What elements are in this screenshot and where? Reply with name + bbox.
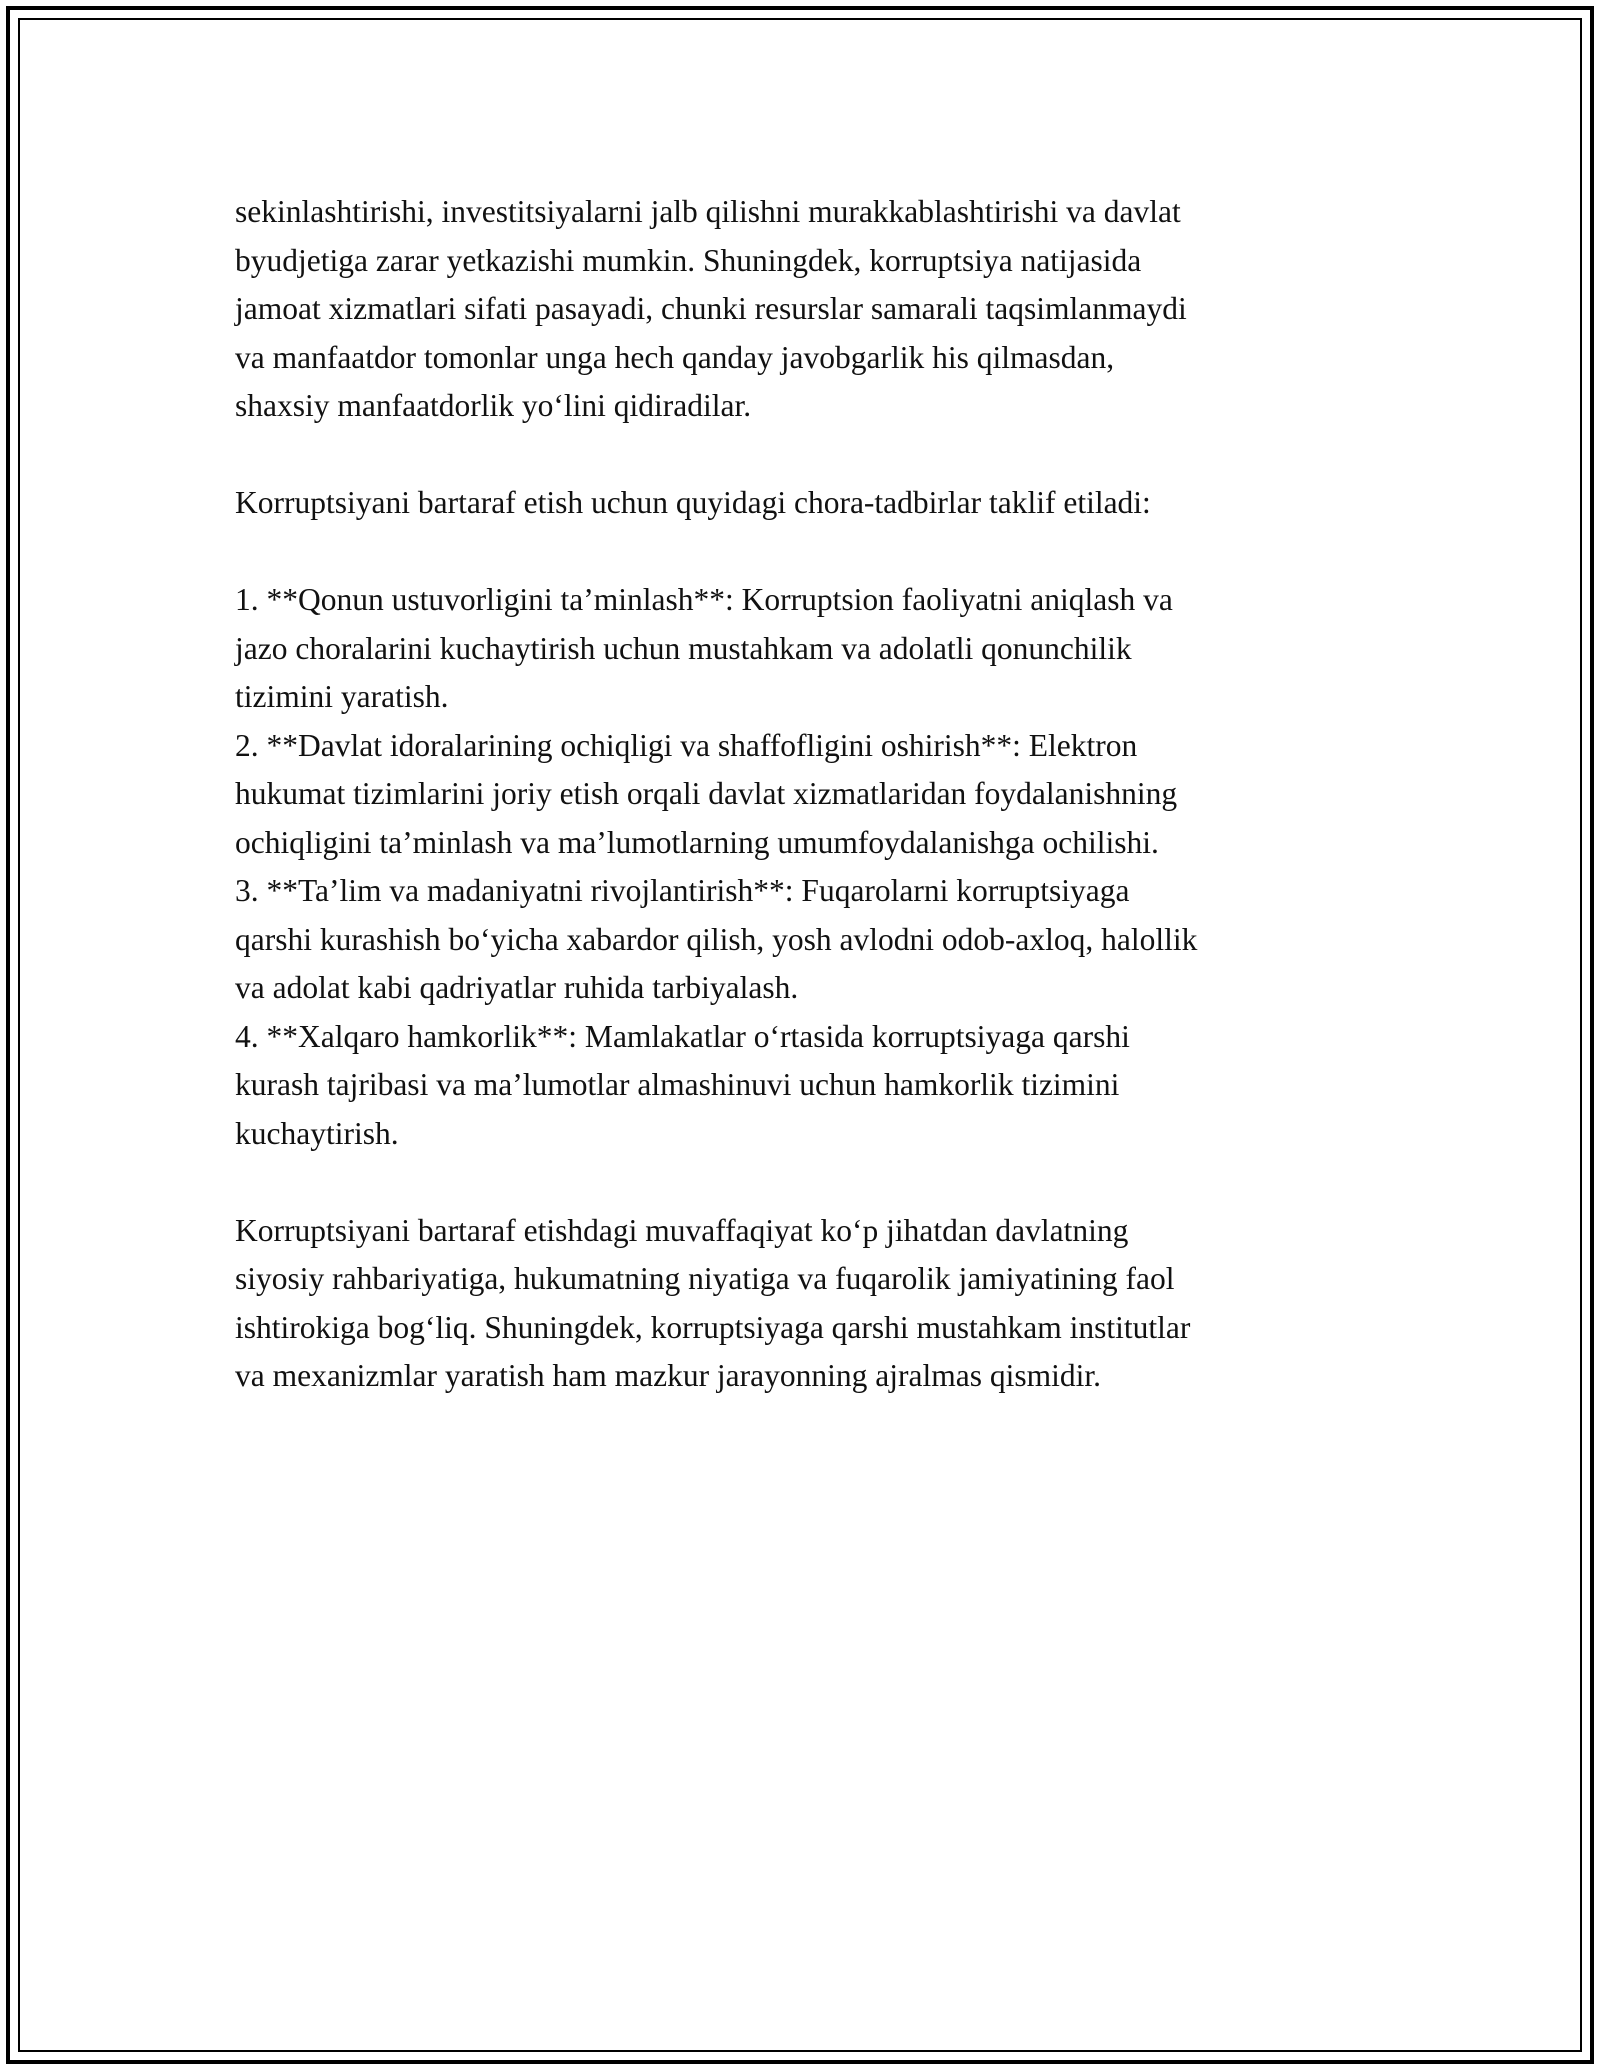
list-item-line: 4. **Xalqaro hamkorlik**: Mamlakatlar o‘rtasida korruptsiyaga qarshi — [235, 1018, 1130, 1054]
list-item-line: jazo choralarini kuchaytirish uchun mustahkam va adolatli qonunchilik — [235, 630, 1132, 666]
text-line: sekinlashtirishi, investitsiyalarni jalb qilishni murakkablashtirishi va davlat — [235, 194, 1181, 229]
list-item-line: 1. **Qonun ustuvorligini ta’minlash**: Korruptsion faoliyatni aniqlash va — [235, 582, 1173, 617]
list-item-line: va adolat kabi qadriyatlar ruhida tarbiyalash. — [235, 970, 799, 1005]
paragraph-measures-intro — [235, 479, 1375, 528]
list-item-line: 2. **Davlat idoralarining ochiqligi va shaffofligini oshirish**: Elektron — [235, 727, 1138, 763]
text-line: Korruptsiyani bartaraf etish uchun quyidagi chora-tadbirlar taklif etiladi: — [235, 485, 1151, 520]
text-line: va mexanizmlar yaratish ham mazkur jarayonning ajralmas qismidir. — [235, 1358, 1101, 1393]
text-line: jamoat xizmatlari sifati pasayadi, chunki resurslar samarali taqsimlanmaydi — [235, 291, 1187, 326]
list-item-line: qarshi kurashish bo‘yicha xabardor qilish, yosh avlodni odob-axloq, halollik — [235, 921, 1198, 957]
text-line: byudjetiga zarar yetkazishi mumkin. Shuningdek, korruptsiya natijasida — [235, 242, 1142, 278]
list-item-line: 3. **Ta’lim va madaniyatni rivojlantirish**: Fuqarolarni korruptsiyaga — [235, 873, 1130, 908]
paragraph-spacer — [235, 528, 1375, 577]
list-item-line: ochiqligini ta’minlash va ma’lumotlarning umumfoydalanishga ochilishi. — [235, 824, 1159, 860]
paragraph-economic-impact — [235, 188, 1375, 431]
paragraph-spacer — [235, 431, 1375, 480]
text-line: Korruptsiyani bartaraf etishdagi muvaffaqiyat ko‘p jihatdan davlatning — [235, 1212, 1129, 1248]
text-line: ishtirokiga bog‘liq. Shuningdek, korruptsiyaga qarshi mustahkam institutlar — [235, 1309, 1191, 1345]
text-line: shaxsiy manfaatdorlik yo‘lini qidiradilar. — [235, 388, 752, 423]
list-item-line: hukumat tizimlarini joriy etish orqali davlat xizmatlaridan foydalanishning — [235, 776, 1178, 811]
list-item-line: tizimini yaratish. — [235, 679, 449, 714]
document-body — [235, 188, 1375, 1401]
paragraph-spacer — [235, 1158, 1375, 1207]
text-line: va manfaatdor tomonlar unga hech qanday javobgarlik his qilmasdan, — [235, 339, 1115, 375]
text-line: siyosiy rahbariyatiga, hukumatning niyatiga va fuqarolik jamiyatining faol — [235, 1261, 1175, 1296]
list-item-line: kuchaytirish. — [235, 1115, 399, 1151]
numbered-list-measures — [235, 576, 1375, 1158]
paragraph-conclusion — [235, 1207, 1375, 1401]
list-item-line: kurash tajribasi va ma’lumotlar almashinuvi uchun hamkorlik tizimini — [235, 1067, 1120, 1102]
